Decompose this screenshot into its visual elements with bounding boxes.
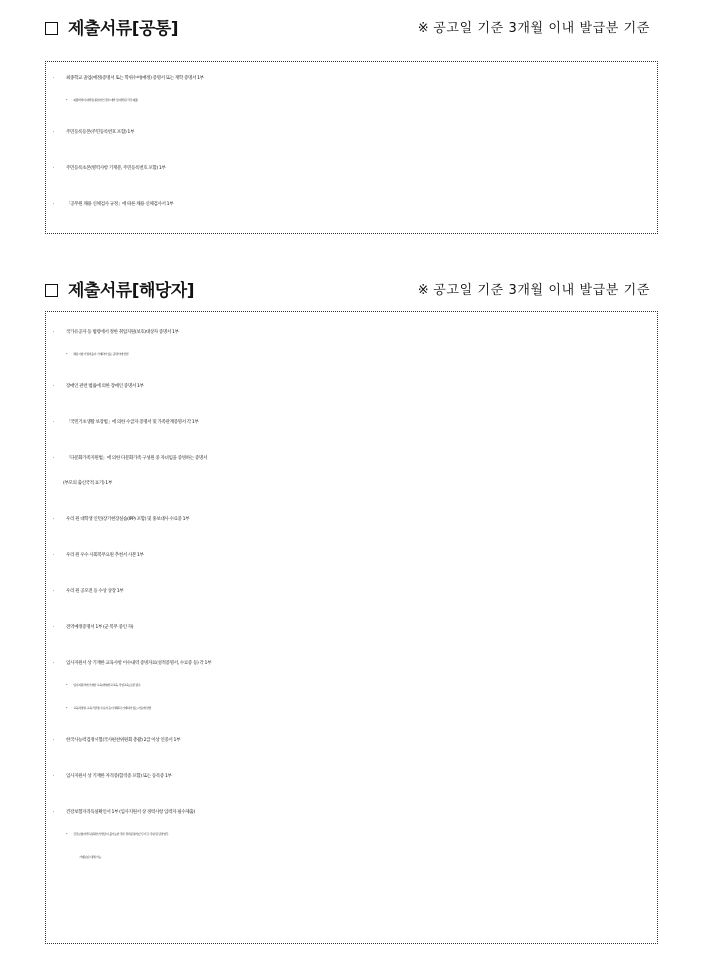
section-eligible-box bbox=[45, 311, 658, 944]
checkbox-square-icon bbox=[45, 22, 58, 35]
list-item: · 우리 원 우수 사회복무요원 추천서 사본 1부 bbox=[53, 553, 144, 558]
section-eligible-title: 제출서류[해당자] bbox=[45, 276, 194, 301]
sub-note: * 최종학력이 대학원 졸업자인 경우 대학 및 대학원 각각 제출 bbox=[66, 98, 138, 102]
checkbox-square-icon bbox=[45, 284, 58, 297]
section-common-note: ※ 공고일 기준 3개월 이내 발급분 기준 bbox=[417, 21, 650, 36]
list-item: · 우리 원 공모전 등 수상 상장 1부 bbox=[53, 589, 124, 594]
section-common-header bbox=[45, 14, 658, 42]
list-item: · 「다문화가족지원법」에 의한 다문화가족 구성원 중 자녀임을 증빙하는 증명서 bbox=[53, 456, 207, 461]
list-item: · 「국민기초생활 보장법」에 의한 수급자 증명서 및 가족관계증명서 각 1부 bbox=[53, 420, 199, 425]
section-eligible-note: ※ 공고일 기준 3개월 이내 발급분 기준 bbox=[417, 283, 650, 298]
list-item: · 국가유공자 등 법령에서 정한 취업지원(보호)대상자 증명서 1부 bbox=[53, 330, 179, 335]
list-item: · 주민등록초본(병역사항 기재분, 주민등록번호 포함) 1부 bbox=[53, 166, 166, 171]
section-eligible-header bbox=[45, 276, 658, 304]
list-item: · 「공무원 채용 신체검사 규정」에 따른 채용 신체검사서 1부 bbox=[53, 202, 174, 207]
list-item: · 최종학교 졸업(예정)증명서 또는 학위수여(예정) 증명서 또는 재학 증명서 1부 bbox=[53, 76, 204, 81]
list-item: · 장애인 관련 법률에 의한 장애인 증명서 1부 bbox=[53, 384, 144, 389]
sub-note: * 채용시험 가점비율이 기재되어 있는 증명서에 한함 bbox=[66, 352, 129, 356]
section-common-box bbox=[45, 61, 658, 234]
section-common-title: 제출서류[공통] bbox=[45, 14, 178, 39]
list-item: · 전역예정증명서 1부 (군 복무 중인 자) bbox=[53, 625, 134, 630]
section-common bbox=[45, 14, 658, 234]
list-item: · 입사지원서 상 기재한 자격증(합격증 포함) 또는 등록증 1부 bbox=[53, 774, 172, 779]
list-item: · 한국사능력검정시험(국사편찬위원회 총괄) 2급 이상 인증서 1부 bbox=[53, 738, 181, 743]
sub-note: * 입사지원서에 기재한 교육내역(학교교육, 직업교육) 포함 필수 bbox=[66, 683, 141, 687]
list-item: · 입사지원서 상 기재한 교육사항 이수내역 증빙자료(성적증명서, 수료증 등) 각 1부 bbox=[53, 661, 212, 666]
section-eligible bbox=[45, 276, 658, 944]
list-item: · 우리 원 대학생 인턴(장기현장실습(IPP) 포함) 및 홍보대사 수료증 1부 bbox=[53, 517, 190, 522]
sub-note-continued: 기재분)로 대체 가능 bbox=[79, 855, 101, 859]
sub-note: * 건강보험자격득실확인서 발급이 불가능한 경우 경력증명서(근무기간, 직위 및 담당업무 bbox=[66, 832, 169, 836]
list-item: · 건강보험자격득실확인서 1부 (입사지원서 상 경력사항 입력자 필수제출) bbox=[53, 810, 195, 815]
sub-note: * 교육과정명, 교육기관명, 수료자 등이 명확히 기재되어 있는 자료에 한함 bbox=[66, 706, 152, 710]
list-item: · 주민등록등본(주민등록번호 포함) 1부 bbox=[53, 130, 134, 135]
list-item-continued: (부모의 출신국적 표기) 1부 bbox=[63, 481, 112, 486]
